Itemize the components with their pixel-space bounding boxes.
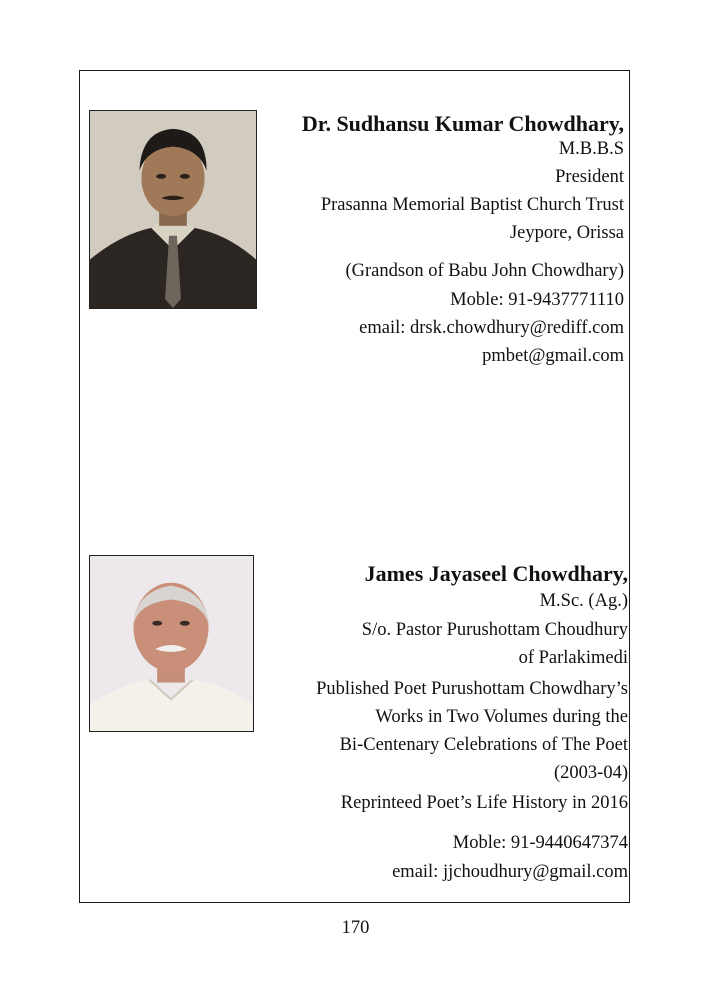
organization: Prasanna Memorial Baptist Church Trust: [320, 195, 624, 215]
email-secondary: pmbet@gmail.com: [482, 346, 624, 366]
relation-note: (Grandson of Babu John Chowdhary): [345, 261, 624, 281]
email: email: jjchoudhury@gmail.com: [392, 862, 628, 882]
entry-name: James Jayaseel Chowdhary,: [364, 561, 628, 586]
mobile: Moble: 91-9437771110: [450, 290, 624, 310]
email: email: drsk.chowdhury@rediff.com: [359, 318, 624, 338]
mobile: Moble: 91-9440647374: [452, 833, 628, 853]
portrait-photo-james: [89, 555, 254, 732]
page-number: 170: [341, 918, 370, 938]
achievement-line: Bi-Centenary Celebrations of The Poet: [339, 735, 628, 755]
parentage: S/o. Pastor Purushottam Choudhury: [361, 620, 628, 640]
achievement-line: (2003-04): [554, 763, 628, 783]
location: Jeypore, Orissa: [509, 223, 624, 243]
degree: M.B.B.S: [558, 139, 624, 159]
portrait-photo-sudhansu: [89, 110, 257, 309]
parentage-place: of Parlakimedi: [518, 648, 628, 668]
achievement-line: Works in Two Volumes during the: [375, 707, 628, 727]
entry-name: Dr. Sudhansu Kumar Chowdhary,: [301, 111, 624, 136]
degree: M.Sc. (Ag.): [539, 591, 628, 611]
achievement-line: Published Poet Purushottam Chowdhary’s: [316, 679, 628, 699]
designation: President: [555, 167, 624, 187]
reprint-note: Reprinteed Poet’s Life History in 2016: [340, 793, 628, 813]
